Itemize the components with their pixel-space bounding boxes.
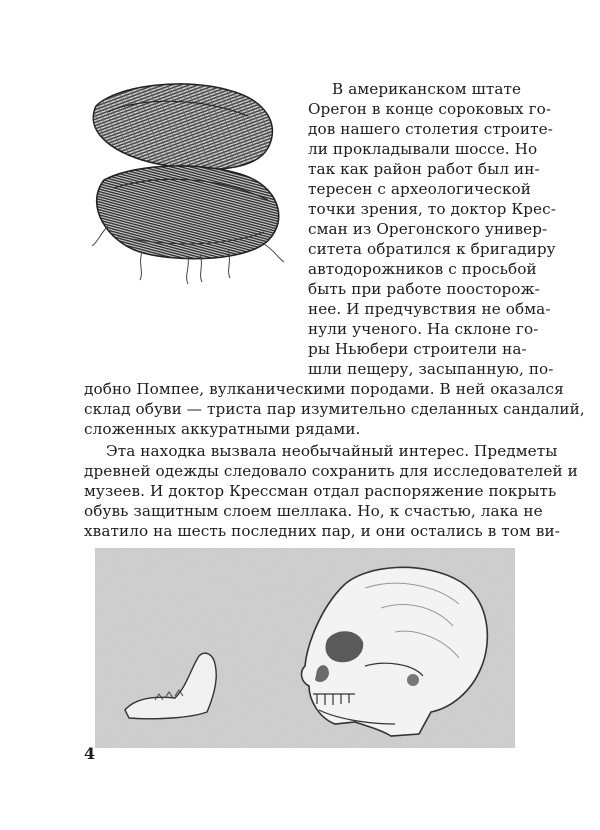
text-line: Орегон в конце сороковых го- bbox=[308, 100, 552, 118]
text-line: сман из Орегонского универ- bbox=[308, 220, 548, 238]
text-line: тересен с археологической bbox=[308, 180, 532, 198]
text-line: склад обуви — триста пар изумительно сделанных сандалий, bbox=[84, 400, 585, 418]
text-line: точки зрения, то доктор Крес- bbox=[308, 200, 556, 218]
text-line: ры Ньюбери строители на- bbox=[308, 340, 527, 358]
text-line: музеев. И доктор Крессман отдал распоряжение покрыть bbox=[84, 482, 557, 500]
text-line: хватило на шесть последних пар, и они остались в том ви- bbox=[84, 522, 560, 540]
text-line: обувь защитным слоем шеллака. Но, к счастью, лака не bbox=[84, 502, 543, 520]
text-line: добно Помпее, вулканическими породами. В ней оказался bbox=[84, 380, 564, 398]
text-line: так как район работ был ин- bbox=[308, 160, 540, 178]
text-line: автодорожников с просьбой bbox=[308, 260, 537, 278]
text-line: древней одежды следовало сохранить для исследователей и bbox=[84, 462, 578, 480]
text-line: ситета обратился к бригадиру bbox=[308, 240, 556, 258]
text-line: быть при работе поосторож- bbox=[308, 280, 540, 298]
text-line: нее. И предчувствия не обма- bbox=[308, 300, 551, 318]
text-line: шли пещеру, засыпанную, по- bbox=[308, 360, 554, 378]
page-number: 4 bbox=[84, 744, 96, 763]
text-line: ли прокладывали шоссе. Но bbox=[308, 140, 538, 158]
text-line: дов нашего столетия строите- bbox=[308, 120, 553, 138]
skull-and-jaw-photo bbox=[95, 548, 515, 748]
text-line: В американском штате bbox=[332, 80, 522, 98]
text-line: Эта находка вызвала необычайный интерес. Предметы bbox=[106, 442, 558, 460]
text-line: сложенных аккуратными рядами. bbox=[84, 420, 361, 438]
woven-sandals-illustration bbox=[78, 76, 296, 286]
text-line: нули ученого. На склоне го- bbox=[308, 320, 539, 338]
